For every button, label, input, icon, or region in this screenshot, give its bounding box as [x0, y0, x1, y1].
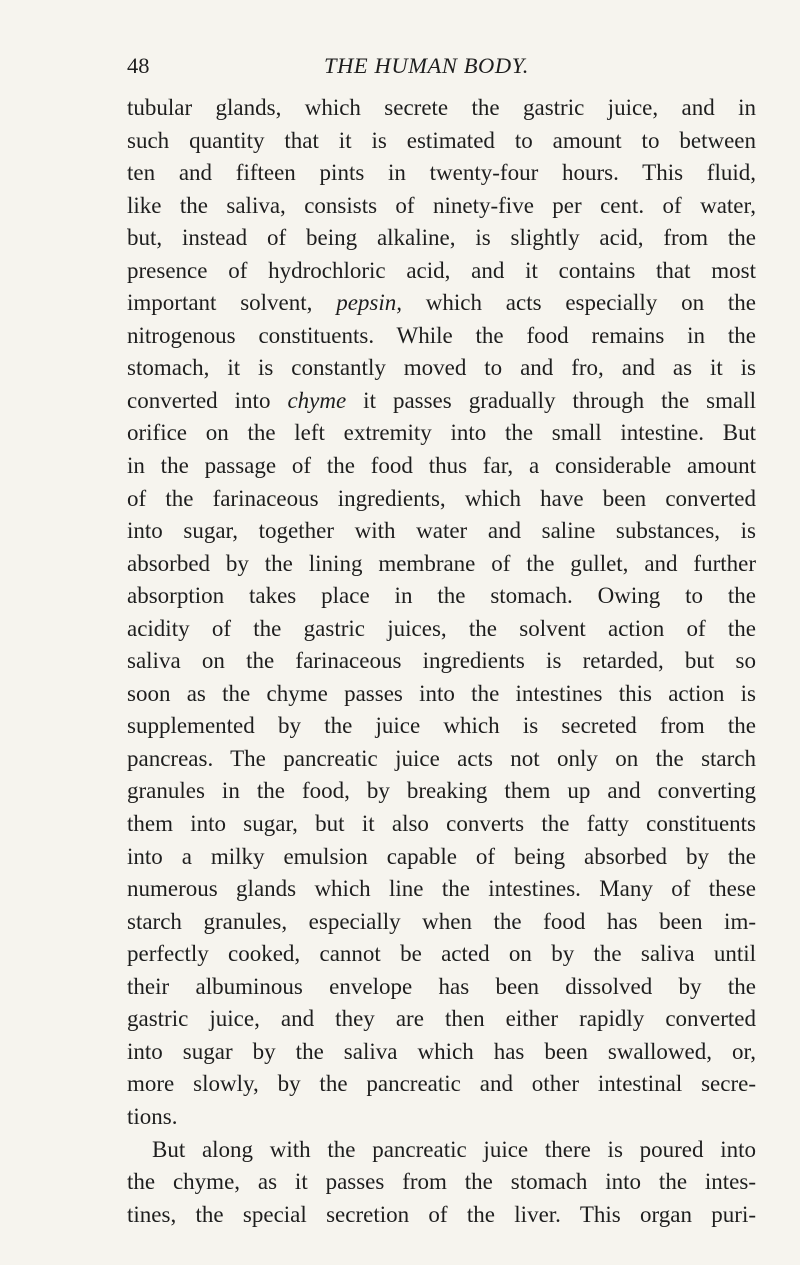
text-segment: it passes gradually through the small	[346, 387, 756, 413]
text-line: perfectly cooked, cannot be acted on by the saliva until	[127, 941, 756, 967]
text-line: presence of hydrochloric acid, and it contains that most	[127, 257, 756, 283]
text-line: them into sugar, but it also converts the fatty constituents	[127, 811, 756, 837]
page-header	[127, 50, 756, 82]
body-text	[127, 92, 756, 1231]
text-line: ten and fifteen pints in twenty-four hours. This fluid,	[127, 160, 756, 186]
text-line: numerous glands which line the intestines. Many of these	[127, 876, 756, 902]
text-line: like the saliva, consists of ninety-five per cent. of water,	[127, 192, 756, 218]
text-line	[127, 385, 756, 418]
text-line: into sugar by the saliva which has been swallowed, or,	[127, 1038, 756, 1064]
text-line: But along with the pancreatic juice there is poured into	[152, 1136, 756, 1162]
paragraph	[127, 92, 756, 1134]
italic-term: pepsin,	[336, 290, 403, 316]
text-line: starch granules, especially when the food has been im-	[127, 908, 756, 934]
text-line: such quantity that it is estimated to amount to between	[127, 127, 756, 153]
text-line: tions.	[127, 1103, 178, 1129]
paragraph	[127, 1134, 756, 1232]
text-line: soon as the chyme passes into the intestines this action is	[127, 680, 756, 706]
text-line: into a milky emulsion capable of being absorbed by the	[127, 843, 756, 869]
italic-term: chyme	[287, 387, 347, 413]
text-line: supplemented by the juice which is secreted from the	[127, 713, 756, 739]
text-line: into sugar, together with water and saline substances, is	[127, 518, 756, 544]
text-segment: converted into	[127, 387, 288, 413]
text-line: their albuminous envelope has been dissolved by the	[127, 973, 756, 999]
text-line: orifice on the left extremity into the small intestine. But	[127, 420, 756, 446]
text-line: absorption takes place in the stomach. Owing to the	[127, 583, 756, 609]
text-segment: which acts especially on the	[402, 290, 756, 316]
text-line: the chyme, as it passes from the stomach into the intes-	[127, 1169, 756, 1195]
text-line: stomach, it is constantly moved to and fro, and as it is	[127, 355, 756, 381]
text-line: tines, the special secretion of the liver. This organ puri-	[127, 1201, 756, 1227]
text-line: more slowly, by the pancreatic and other intestinal secre-	[127, 1071, 756, 1097]
text-line: pancreas. The pancreatic juice acts not only on the starch	[127, 745, 756, 771]
text-line	[127, 287, 756, 320]
text-segment: important solvent,	[127, 290, 337, 316]
text-line: tubular glands, which secrete the gastric juice, and in	[127, 95, 756, 120]
text-line: of the farinaceous ingredients, which have been converted	[127, 485, 756, 511]
text-line: granules in the food, by breaking them up and converting	[127, 778, 756, 804]
running-title: THE HUMAN BODY.	[323, 53, 530, 78]
text-line: absorbed by the lining membrane of the gullet, and further	[127, 550, 756, 576]
text-line: nitrogenous constituents. While the food remains in the	[127, 322, 756, 348]
page-number: 48	[127, 53, 150, 78]
text-line: in the passage of the food thus far, a considerable amount	[127, 453, 756, 479]
text-line: saliva on the farinaceous ingredients is retarded, but so	[127, 648, 756, 674]
text-line: gastric juice, and they are then either rapidly converted	[127, 1006, 756, 1032]
text-line: acidity of the gastric juices, the solvent action of the	[127, 615, 756, 641]
text-line: but, instead of being alkaline, is slightly acid, from the	[127, 225, 756, 251]
